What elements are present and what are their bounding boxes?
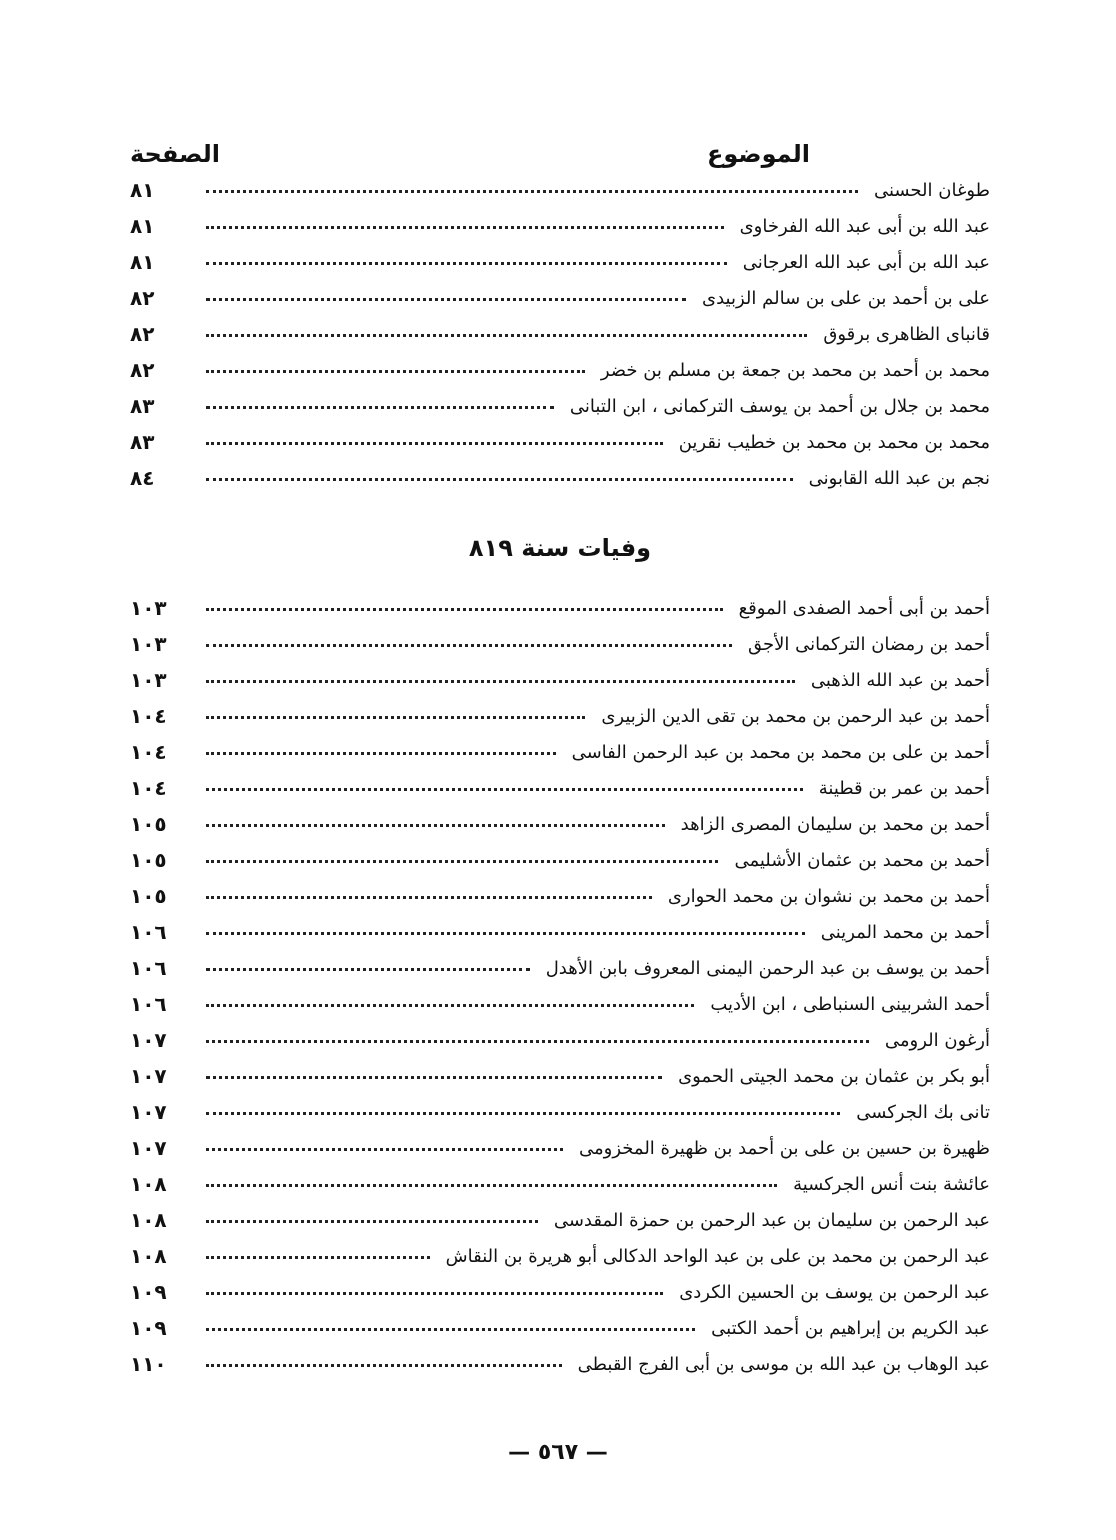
dot-leader xyxy=(206,326,807,337)
entry-page-number: ١٠٩ xyxy=(130,1280,167,1304)
toc-entry xyxy=(130,590,990,626)
dot-leader xyxy=(206,434,663,445)
dot-leader xyxy=(206,816,665,827)
entry-title: أحمد بن محمد بن سليمان المصرى الزاهد xyxy=(680,813,990,835)
dot-leader xyxy=(206,218,724,229)
toc-group-1 xyxy=(130,172,990,496)
entry-title: أحمد بن رمضان التركمانى الأجق xyxy=(748,633,990,655)
entry-page-number: ١٠٧ xyxy=(130,1028,167,1052)
entry-title: أحمد بن عبد الله الذهبى xyxy=(810,669,990,691)
entry-title: عبد الوهاب بن عبد الله بن موسى بن أبى الفرج القبطى xyxy=(577,1353,990,1375)
entry-title: أبو بكر بن عثمان بن محمد الجيتى الحموى xyxy=(678,1065,990,1087)
entry-page-number: ١٠٧ xyxy=(130,1064,167,1088)
entry-title: عائشة بنت أنس الجركسية xyxy=(793,1173,990,1195)
entry-title: نجم بن عبد الله القابونى xyxy=(808,467,990,489)
entry-page-number: ٨٣ xyxy=(130,430,155,454)
entry-page-number: ١٠٥ xyxy=(130,884,167,908)
entry-page-number: ١٠٥ xyxy=(130,812,167,836)
entry-title: أحمد بن على بن محمد بن محمد بن عبد الرحمن الفاسى xyxy=(571,741,990,763)
entry-title: أحمد بن عمر بن قطينة xyxy=(818,777,990,799)
entry-page-number: ٨٤ xyxy=(130,466,155,490)
toc-entry xyxy=(130,1166,990,1202)
toc-entry xyxy=(130,244,990,280)
entry-title: عبد الرحمن بن يوسف بن الحسين الكردى xyxy=(679,1281,990,1303)
dot-leader xyxy=(206,1248,430,1259)
entry-title: عبد الله بن أبى عبد الله الفرخاوى xyxy=(739,215,990,237)
toc-entry xyxy=(130,1310,990,1346)
page-number: — ٥٦٧ — xyxy=(508,1440,608,1465)
entry-page-number: ١٠٦ xyxy=(130,920,167,944)
entry-page-number: ١٠٦ xyxy=(130,992,167,1016)
entry-title: عبد الكريم بن إبراهيم بن أحمد الكتبى xyxy=(711,1317,990,1339)
entry-page-number: ١٠٨ xyxy=(130,1172,167,1196)
entry-page-number: ١٠٣ xyxy=(130,632,167,656)
entry-title: محمد بن محمد بن محمد بن خطيب نقرين xyxy=(678,431,990,453)
dot-leader xyxy=(206,996,694,1007)
entry-page-number: ٨٣ xyxy=(130,394,155,418)
entry-title: أحمد الشربينى السنباطى ، ابن الأديب xyxy=(710,993,990,1015)
toc-entry xyxy=(130,1202,990,1238)
section-heading: وفيات سنة ٨١٩ xyxy=(468,534,652,562)
entry-page-number: ٨١ xyxy=(130,250,155,274)
entry-title: عبد الله بن أبى عبد الله العرجانى xyxy=(742,251,990,273)
entry-page-number: ١٠٤ xyxy=(130,740,167,764)
toc-entry xyxy=(130,388,990,424)
entry-title: عبد الرحمن بن سليمان بن عبد الرحمن بن حمزة المقدسى xyxy=(553,1209,990,1231)
toc-group-2 xyxy=(130,590,990,1382)
entry-page-number: ١٠٧ xyxy=(130,1100,167,1124)
dot-leader xyxy=(206,1140,563,1151)
dot-leader xyxy=(206,1176,777,1187)
toc-entry xyxy=(130,698,990,734)
dot-leader xyxy=(206,600,723,611)
entry-page-number: ١٠٤ xyxy=(130,776,167,800)
toc-entry xyxy=(130,280,990,316)
toc-entry xyxy=(130,1238,990,1274)
toc-entry xyxy=(130,950,990,986)
toc-entry xyxy=(130,626,990,662)
toc-entry xyxy=(130,986,990,1022)
entry-page-number: ١٠٩ xyxy=(130,1316,167,1340)
toc-entry xyxy=(130,208,990,244)
dot-leader xyxy=(206,1320,695,1331)
dot-leader xyxy=(206,1356,562,1367)
dot-leader xyxy=(206,744,556,755)
dot-leader xyxy=(206,1212,538,1223)
dot-leader xyxy=(206,254,727,265)
entry-page-number: ١٠٣ xyxy=(130,668,167,692)
entry-page-number: ٨٢ xyxy=(130,322,155,346)
entry-title: عبد الرحمن بن محمد بن على بن عبد الواحد الدكالى أبو هريرة بن النقاش xyxy=(445,1245,990,1267)
dot-leader xyxy=(206,182,858,193)
dot-leader xyxy=(206,470,793,481)
entry-title: أحمد بن عبد الرحمن بن محمد بن تقى الدين الزبيرى xyxy=(601,705,990,727)
dot-leader xyxy=(206,290,686,301)
entry-page-number: ٨١ xyxy=(130,178,155,202)
toc-entry xyxy=(130,1058,990,1094)
entry-title: أحمد بن أبى أحمد الصفدى الموقع xyxy=(738,597,990,619)
entry-title: أحمد بن محمد بن عثمان الأشليمى xyxy=(734,849,990,871)
entry-page-number: ١٠٨ xyxy=(130,1208,167,1232)
entry-title: أحمد بن يوسف بن عبد الرحمن اليمنى المعروف بابن الأهدل xyxy=(545,957,990,979)
entry-title: تانى بك الجركسى xyxy=(856,1101,990,1123)
toc-entry xyxy=(130,1022,990,1058)
entry-page-number: ١٠٧ xyxy=(130,1136,167,1160)
topic-column-header: الموضوع xyxy=(706,140,810,168)
entry-title: ظهيرة بن حسين بن على بن أحمد بن ظهيرة المخزومى xyxy=(579,1137,990,1159)
entry-title: قانباى الظاهرى برقوق xyxy=(823,323,990,345)
toc-entry xyxy=(130,770,990,806)
dot-leader xyxy=(206,924,805,935)
dot-leader xyxy=(206,960,530,971)
entry-page-number: ١٠٦ xyxy=(130,956,167,980)
toc-entry xyxy=(130,734,990,770)
dot-leader xyxy=(206,852,718,863)
dot-leader xyxy=(206,672,795,683)
toc-entry xyxy=(130,460,990,496)
dot-leader xyxy=(206,1032,869,1043)
entry-page-number: ٨٢ xyxy=(130,358,155,382)
toc-entry xyxy=(130,172,990,208)
entry-page-number: ١٠٨ xyxy=(130,1244,167,1268)
dot-leader xyxy=(206,1284,663,1295)
dot-leader xyxy=(206,708,585,719)
entry-title: أحمد بن محمد بن نشوان بن محمد الحوارى xyxy=(667,885,990,907)
entry-title: أرغون الرومى xyxy=(884,1029,990,1051)
dot-leader xyxy=(206,1068,662,1079)
toc-entry xyxy=(130,806,990,842)
toc-entry xyxy=(130,842,990,878)
entry-page-number: ١٠٣ xyxy=(130,596,167,620)
entry-page-number: ١١٠ xyxy=(130,1352,167,1376)
toc-entry xyxy=(130,1346,990,1382)
toc-entry xyxy=(130,1274,990,1310)
dot-leader xyxy=(206,636,732,647)
dot-leader xyxy=(206,362,585,373)
entry-page-number: ١٠٥ xyxy=(130,848,167,872)
entry-title: محمد بن جلال بن أحمد بن يوسف التركمانى ، ابن التبانى xyxy=(569,395,990,417)
toc-entry xyxy=(130,316,990,352)
toc-entry xyxy=(130,352,990,388)
toc-entry xyxy=(130,1130,990,1166)
dot-leader xyxy=(206,780,803,791)
dot-leader xyxy=(206,1104,840,1115)
toc-entry xyxy=(130,914,990,950)
dot-leader xyxy=(206,398,554,409)
entry-title: أحمد بن محمد المرينى xyxy=(820,921,990,943)
entry-title: طوغان الحسنى xyxy=(873,179,990,201)
entry-page-number: ٨٢ xyxy=(130,286,155,310)
entry-page-number: ٨١ xyxy=(130,214,155,238)
dot-leader xyxy=(206,888,652,899)
entry-page-number: ١٠٤ xyxy=(130,704,167,728)
entry-title: محمد بن أحمد بن محمد بن جمعة بن مسلم بن خضر xyxy=(600,359,990,381)
entry-title: على بن أحمد بن على بن سالم الزبيدى xyxy=(702,287,990,309)
toc-entry xyxy=(130,424,990,460)
toc-entry xyxy=(130,1094,990,1130)
page-column-header: الصفحة xyxy=(130,140,221,168)
toc-entry xyxy=(130,662,990,698)
toc-entry xyxy=(130,878,990,914)
